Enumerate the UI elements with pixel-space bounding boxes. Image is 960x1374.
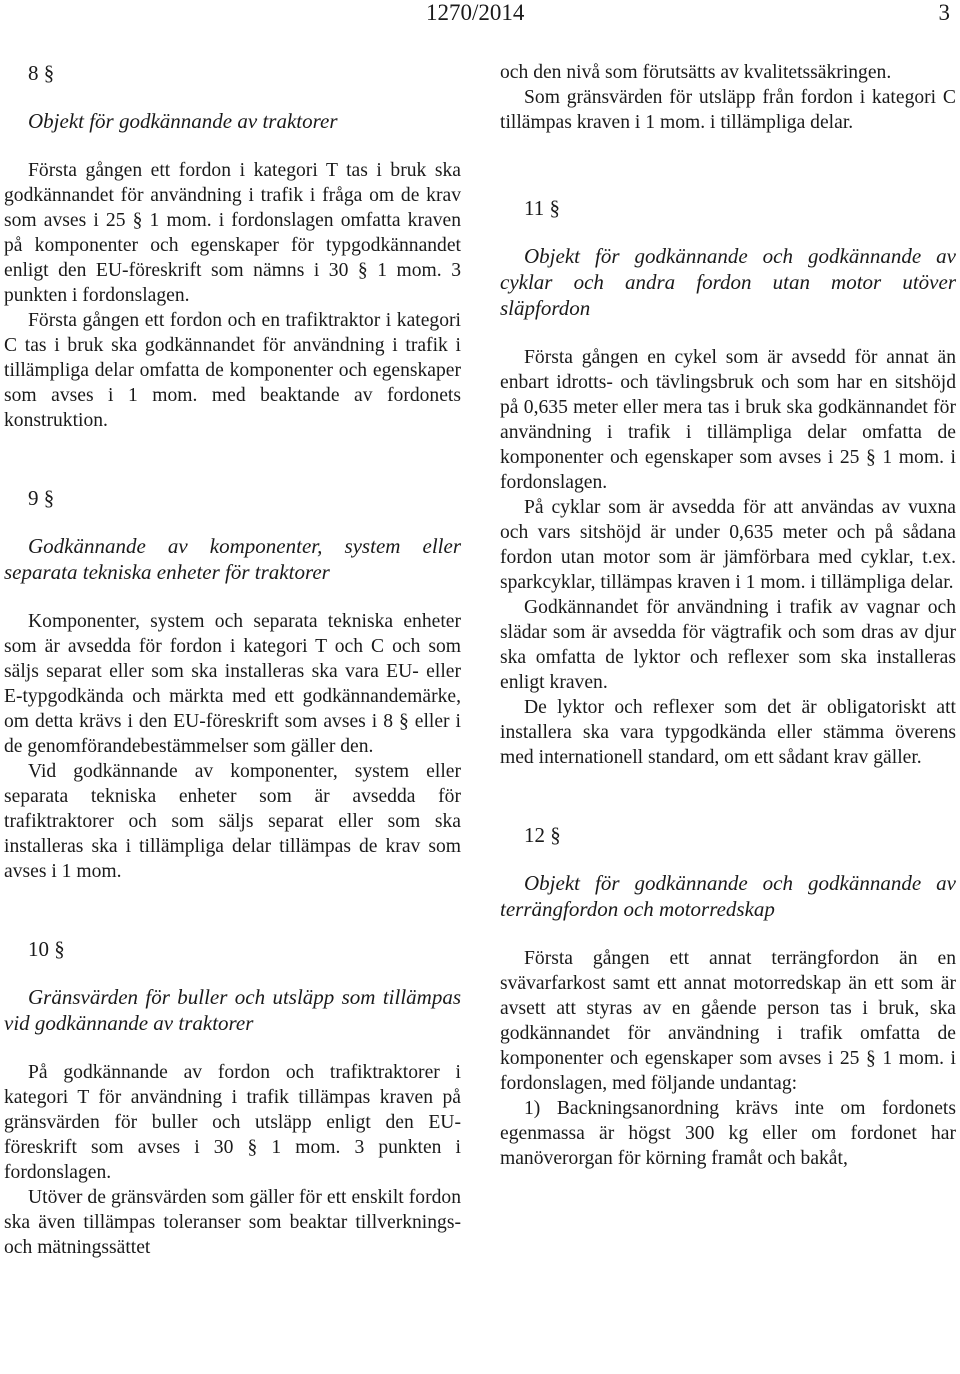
section-title: Godkännande av komponenter, system eller separata tekniska enheter för traktorer — [4, 534, 461, 584]
section-title: Objekt för godkännande och godkännande av cyklar och andra fordon utan motor utöver släpfordon — [500, 244, 956, 320]
section-number: 11 § — [524, 196, 560, 220]
paragraph: Första gången en cykel som är avsedd för annat än enbart idrotts- och tävlingsbruk och som har en sitshöjd på 0,635 meter eller mera tas i bruk ska godkännandet för användning i trafik i tillämpliga delar omfatta de komponenter och egenskaper som avses i 25 § 1 mom. i fordonslagen. — [500, 347, 956, 493]
paragraph: 1) Backningsanordning krävs inte om fordonets egenmassa är högst 300 kg eller om fordonet har manöverorgan för körning framåt och bakåt, — [500, 1098, 956, 1169]
document-id: 1270/2014 — [426, 0, 525, 25]
page-number: 3 — [938, 0, 950, 25]
section-8 — [4, 60, 461, 433]
paragraph: Vid godkännande av komponenter, system eller separata tekniska enheter som är avsedda för trafiktraktorer och som säljs separat eller som ska installeras ska i tillämpliga delar tillämpas de krav som avses i 1 mom. — [4, 761, 461, 882]
right-column — [500, 60, 956, 1171]
paragraph: De lyktor och reflexer som det är obligatoriskt att installera ska vara typgodkända eller stämma överens med internationell standard, om ett sådant krav gäller. — [500, 697, 956, 768]
section-number: 10 § — [28, 937, 65, 961]
section-title: Gränsvärden för buller och utsläpp som tillämpas vid godkännande av traktorer — [4, 985, 461, 1035]
section-number: 12 § — [524, 823, 561, 847]
paragraph: Första gången ett annat terrängfordon än en svävarfarkost samt ett annat motorredskap än ett som är avsett att styras av en gående person tas i bruk, ska godkännandet för användning i trafik omfatta de komponenter och egenskaper som avses i 25 § 1 mom. i fordonslagen, med följande undantag: — [500, 948, 956, 1094]
page-header — [0, 0, 960, 28]
section-11 — [500, 195, 956, 770]
section-title: Objekt för godkännande och godkännande av terrängfordon och motorredskap — [500, 871, 956, 921]
paragraph: Första gången ett fordon och en trafiktraktor i kategori C tas i bruk ska godkännandet för användning i trafik i tillämpliga delar omfatta de komponenter och egenskaper som avses i 1 mom. med beaktande av fordonets konstruktion. — [4, 310, 461, 431]
section-title: Objekt för godkännande av traktorer — [28, 109, 338, 133]
section-10 — [4, 936, 461, 1260]
paragraph: På godkännande av fordon och trafiktraktorer i kategori T för användning i trafik tillämpas kraven på gränsvärden för buller och utsläpp enligt den EU-föreskrift som avses i 30 § 1 mom. 3 punkten i fordonslagen. — [4, 1062, 461, 1183]
paragraph: Godkännandet för användning i trafik av vagnar och slädar som är avsedda för vägtrafik och som dras av djur ska omfatta de lyktor och reflexer som ska installeras enligt kraven. — [500, 597, 956, 693]
section-number: 8 § — [28, 61, 55, 85]
paragraph: Komponenter, system och separata tekniska enheter som är avsedda för fordon i kategori T och C och som säljs separat eller som ska installeras ska vara EU- eller E-typgodkända och märkta med ett godkännandemärke, om detta krävs i den EU-föreskrift som avses i 8 § eller i de genomförandebestämmelser som gäller den. — [4, 611, 461, 757]
section-12 — [500, 822, 956, 1171]
section-9 — [4, 485, 461, 884]
section-number: 9 § — [28, 486, 55, 510]
paragraph: På cyklar som är avsedda för att användas av vuxna och vars sitshöjd är under 0,635 meter och på sådana fordon utan motor som är jämförbara med cyklar, t.ex. sparkcyklar, tillämpas kraven i 1 mom. i tillämpliga delar. — [500, 497, 956, 593]
paragraph: Utöver de gränsvärden som gäller för ett enskilt fordon ska även tillämpas toleranser som beaktar tillverknings- och mätningssättet — [4, 1187, 461, 1258]
paragraph: Första gången ett fordon i kategori T tas i bruk ska godkännandet för användning i trafik i fråga om de krav som avses i 25 § 1 mom. i fordonslagen omfatta kraven på komponenter och egenskaper för typgodkännandet enligt den EU-föreskrift som nämns i 30 § 1 mom. 3 punkten i fordonslagen. — [4, 160, 461, 306]
left-column — [4, 38, 461, 1260]
continued-paragraph: och den nivå som förutsätts av kvalitetssäkringen. — [500, 62, 892, 83]
paragraph: Som gränsvärden för utsläpp från fordon i kategori C tillämpas kraven i 1 mom. i tillämpliga delar. — [500, 87, 956, 133]
